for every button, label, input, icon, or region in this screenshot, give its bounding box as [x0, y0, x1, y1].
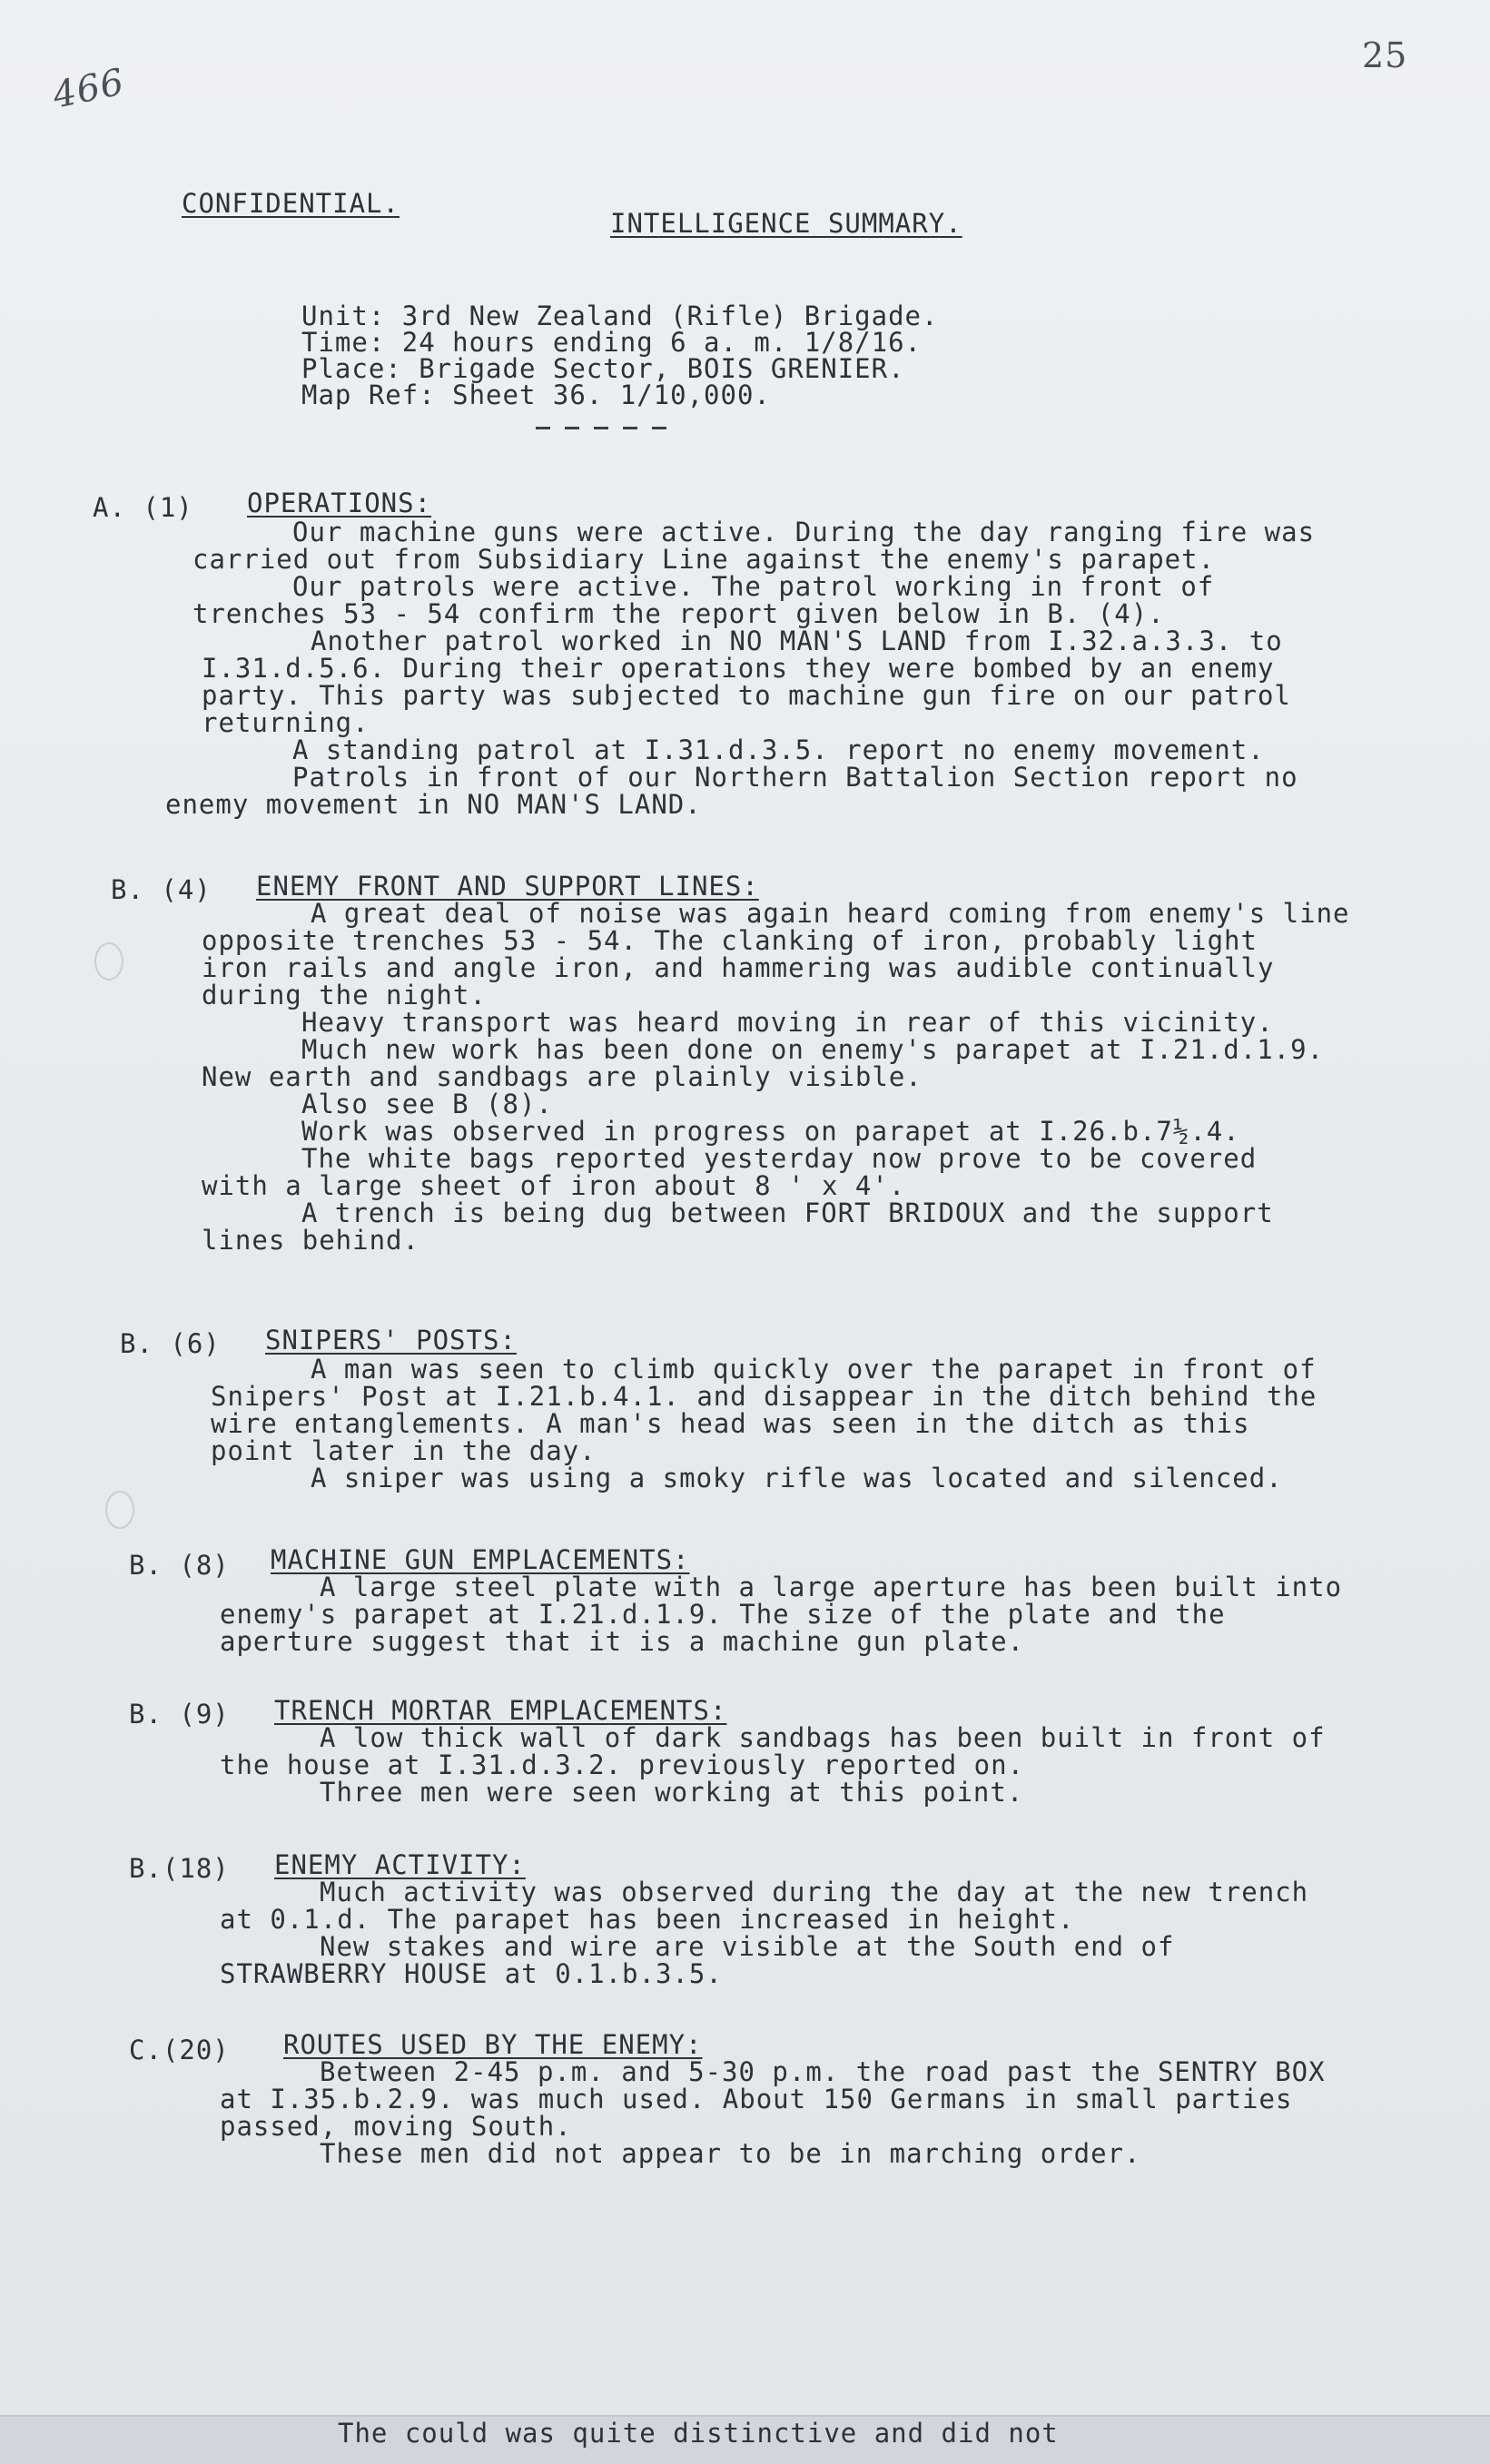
section-label: B. (8) [129, 1550, 230, 1581]
section-heading: SNIPERS' POSTS: [265, 1325, 517, 1355]
separator-dash [536, 427, 550, 429]
meta-time: Time: 24 hours ending 6 a. m. 1/8/16. [301, 327, 923, 358]
punch-hole [105, 1491, 134, 1529]
section-heading: ROUTES USED BY THE ENEMY: [283, 2029, 703, 2060]
section-line: A trench is being dug between FORT BRIDOUX and the support [301, 1198, 1274, 1228]
section-label: B. (6) [120, 1328, 221, 1359]
meta-map-ref: Map Ref: Sheet 36. 1/10,000. [301, 379, 771, 410]
section-label: C.(20) [129, 2035, 230, 2065]
section-heading: MACHINE GUN EMPLACEMENTS: [271, 1544, 690, 1575]
section-line: Our patrols were active. The patrol working in front of [292, 571, 1215, 602]
punch-hole [94, 942, 123, 981]
separator-dash [594, 427, 608, 429]
section-line: New earth and sandbags are plainly visible. [202, 1061, 923, 1092]
section-heading: OPERATIONS: [247, 488, 432, 518]
section-line: Heavy transport was heard moving in rear of this vicinity. [301, 1007, 1274, 1038]
section-line: during the night. [202, 980, 487, 1010]
section-line: party. This party was subjected to machine gun fire on our patrol [202, 680, 1291, 711]
section-line: Snipers' Post at I.21.b.4.1. and disappear in the ditch behind the [211, 1381, 1317, 1412]
section-line: I.31.d.5.6. During their operations they were bombed by an enemy [202, 653, 1275, 684]
section-line: A low thick wall of dark sandbags has been built in front of [320, 1722, 1326, 1753]
section-line: the house at I.31.d.3.2. previously reported on. [220, 1749, 1025, 1780]
separator-dash [623, 427, 637, 429]
section-line: enemy movement in NO MAN'S LAND. [165, 789, 702, 820]
section-line: A standing patrol at I.31.d.3.5. report no enemy movement. [292, 734, 1265, 765]
section-heading: ENEMY FRONT AND SUPPORT LINES: [256, 871, 759, 902]
section-line: STRAWBERRY HOUSE at 0.1.b.3.5. [220, 1958, 723, 1989]
section-line: point later in the day. [211, 1435, 597, 1466]
section-label: A. (1) [93, 492, 193, 523]
section-label: B. (9) [129, 1699, 230, 1730]
section-line: aperture suggest that it is a machine gun plate. [220, 1626, 1025, 1657]
section-line: with a large sheet of iron about 8 ' x 4'. [202, 1170, 906, 1201]
section-line: Much new work has been done on enemy's parapet at I.21.d.1.9. [301, 1034, 1325, 1065]
section-line: opposite trenches 53 - 54. The clanking of iron, probably light [202, 925, 1258, 956]
section-label: B. (4) [111, 874, 212, 905]
section-line: Our machine guns were active. During the day ranging fire was [292, 517, 1316, 547]
section-line: Three men were seen working at this point. [320, 1777, 1024, 1808]
underlying-page-text: The could was quite distinctive and did not [338, 2418, 1059, 2449]
section-line: carried out from Subsidiary Line against the enemy's parapet. [192, 544, 1216, 575]
section-line: at 0.1.d. The parapet has been increased in height. [220, 1904, 1075, 1935]
confidential-label: CONFIDENTIAL. [182, 188, 400, 219]
section-line: at I.35.b.2.9. was much used. About 150 Germans in small parties [220, 2084, 1293, 2114]
section-line: A great deal of noise was again heard coming from enemy's line [311, 898, 1350, 929]
section-line: lines behind. [202, 1225, 419, 1256]
section-line: passed, moving South. [220, 2111, 572, 2142]
section-line: Much activity was observed during the day at the new trench [320, 1877, 1309, 1907]
section-heading: TRENCH MORTAR EMPLACEMENTS: [274, 1695, 727, 1726]
section-line: A man was seen to climb quickly over the parapet in front of [311, 1354, 1317, 1385]
section-line: Also see B (8). [301, 1089, 553, 1119]
section-line: Work was observed in progress on parapet at I.26.b.7½.4. [301, 1116, 1240, 1147]
section-line: Patrols in front of our Northern Battalion Section report no [292, 762, 1298, 793]
section-line: returning. [202, 707, 370, 738]
section-line: The white bags reported yesterday now prove to be covered [301, 1143, 1258, 1174]
section-line: New stakes and wire are visible at the South end of [320, 1931, 1175, 1962]
section-line: wire entanglements. A man's head was seen in the ditch as this [211, 1408, 1250, 1439]
section-line: Another patrol worked in NO MAN'S LAND from I.32.a.3.3. to [311, 626, 1283, 656]
separator-dash [565, 427, 579, 429]
folio-number: 466 [49, 61, 129, 117]
section-label: B.(18) [129, 1853, 230, 1884]
section-heading: ENEMY ACTIVITY: [274, 1849, 526, 1880]
section-line: iron rails and angle iron, and hammering was audible continually [202, 952, 1275, 983]
summary-title: INTELLIGENCE SUMMARY. [610, 208, 962, 239]
meta-place: Place: Brigade Sector, BOIS GRENIER. [301, 353, 905, 384]
section-line: trenches 53 - 54 confirm the report given below in B. (4). [192, 598, 1165, 629]
meta-unit: Unit: 3rd New Zealand (Rifle) Brigade. [301, 301, 939, 331]
separator-dash [652, 427, 666, 429]
section-line: A sniper was using a smoky rifle was located and silenced. [311, 1463, 1283, 1493]
section-line: enemy's parapet at I.21.d.1.9. The size of the plate and the [220, 1599, 1226, 1630]
section-line: A large steel plate with a large aperture has been built into [320, 1572, 1343, 1602]
section-line: These men did not appear to be in marching order. [320, 2138, 1141, 2169]
page-number: 25 [1362, 35, 1408, 75]
section-line: Between 2-45 p.m. and 5-30 p.m. the road past the SENTRY BOX [320, 2056, 1326, 2087]
